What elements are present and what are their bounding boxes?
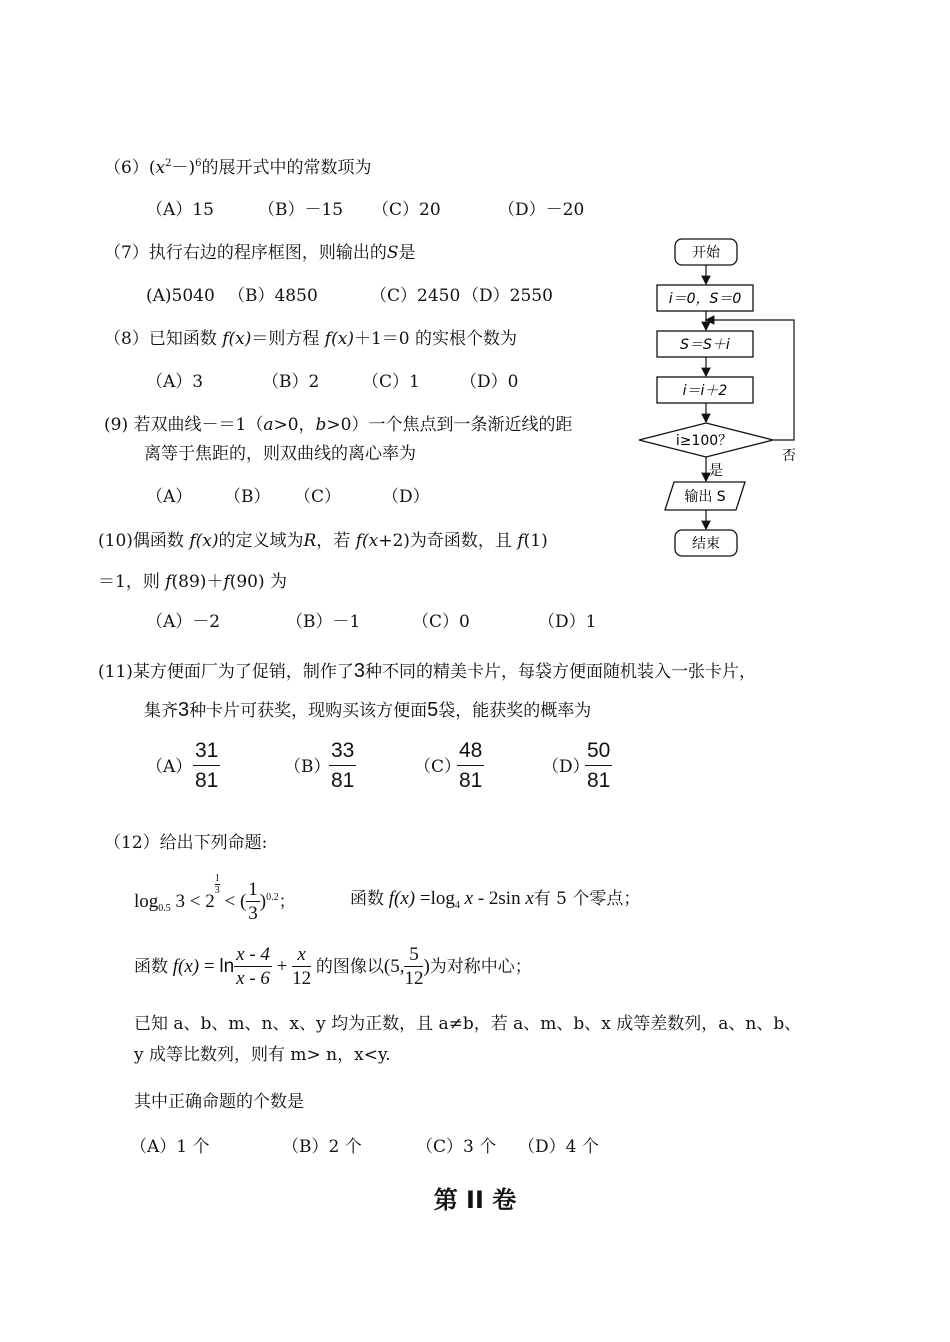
- section-heading: 第 II 卷: [433, 1186, 517, 1214]
- q8-option-d: （D）0: [460, 372, 519, 392]
- p2-eq: =: [419, 888, 431, 909]
- q9-stem-line2: 离等于焦距的，则双曲线的离心率为: [144, 444, 416, 464]
- q10-x2: (x: [361, 531, 379, 551]
- q11-number: (11): [98, 662, 133, 682]
- q10-stem: [98, 530, 548, 552]
- p1-exponent-fraction: [215, 873, 220, 896]
- flow-yes-label: 是: [709, 463, 723, 479]
- q12-option-d: （D）4 个: [518, 1137, 599, 1157]
- q11-text-2: 种不同的精美卡片，每袋方便面随机装入一张卡片，: [365, 662, 757, 682]
- q8-stem: [104, 328, 517, 350]
- q7-option-a: (A)5040: [146, 286, 215, 306]
- p3-frac1-den: x - 6: [236, 968, 270, 989]
- p3-pre: 函数: [134, 956, 168, 977]
- q7-text: 执行右边的程序框图，则输出的: [148, 243, 387, 263]
- q10-90: (90): [229, 572, 265, 592]
- p3-frac3-den: 12: [404, 968, 424, 989]
- p1-exp-02: 0.2: [266, 892, 279, 903]
- q7-var: S: [386, 243, 399, 263]
- q9-option-a: （A）: [146, 487, 193, 507]
- p2-xv: x: [464, 888, 474, 909]
- q9-option-c: （C）: [294, 487, 342, 507]
- q11-option-c-label: （C）: [414, 757, 462, 777]
- q11-num-5: 5: [427, 699, 439, 721]
- q9-option-b: （B）: [224, 487, 271, 507]
- q9-text: 若双曲线－＝1（: [133, 415, 264, 435]
- p1-lt1: <: [189, 891, 201, 912]
- q11-option-a-label: （A）: [146, 757, 193, 777]
- q10-text-2: 的定义域为: [218, 531, 304, 551]
- p1-exp-den: 3: [214, 885, 220, 896]
- q9-a: a: [263, 415, 274, 435]
- p2-minus: -: [477, 888, 485, 909]
- q11-a-den: 81: [195, 769, 219, 792]
- q9-gt1: >0，: [273, 415, 316, 435]
- q7-number: （7）: [104, 243, 149, 263]
- q7-option-b: （B）4850: [228, 286, 318, 306]
- p3-frac2-num: x: [292, 944, 311, 967]
- p1-fraction: [246, 879, 260, 926]
- p3-ln: ln: [219, 955, 235, 977]
- q11-d-den: 81: [587, 769, 611, 792]
- q10-number: (10): [98, 531, 133, 551]
- q10-option-a: （A）－2: [146, 612, 221, 632]
- p3-fraction-3: [404, 944, 423, 991]
- q10-f2: f: [355, 531, 362, 551]
- p3-mid: 的图像以: [315, 956, 384, 977]
- p1-exp-num: 1: [214, 873, 220, 884]
- q12-stem: [104, 832, 267, 854]
- q10-stem-line2: [98, 571, 287, 593]
- q11-c-den: 81: [459, 769, 483, 792]
- q10-plus: ＋: [206, 572, 224, 592]
- q12-option-a: （A）1 个: [130, 1137, 210, 1157]
- q12-proposition-3: [134, 944, 532, 991]
- q11-line2-text-2: 种卡片可获奖，现购买该方便面: [189, 701, 428, 721]
- p2-log: log: [430, 888, 455, 909]
- q11-text: 某方便面厂为了促销，制作了: [132, 662, 354, 682]
- p1-frac-num: 1: [248, 879, 258, 901]
- p2-post: 有 5 个零点；: [533, 889, 641, 909]
- q11-b-num: 33: [329, 737, 356, 766]
- p2-pre: 函数: [350, 889, 384, 909]
- p1-frac-den: 3: [248, 903, 258, 925]
- q10-line2-text: ＝1，则: [98, 572, 160, 592]
- q12-question: 其中正确命题的个数是: [134, 1092, 304, 1112]
- q10-R: R: [303, 531, 317, 551]
- q11-b-den: 81: [331, 769, 355, 792]
- flow-output-label: 输出 S: [684, 489, 726, 505]
- p3-lparen: (: [383, 955, 391, 977]
- q11-a-num: 31: [193, 737, 220, 766]
- p3-eq: =: [203, 955, 215, 977]
- q11-line2-text-3: 袋，能获奖的概率为: [438, 701, 592, 721]
- q10-f3: f: [517, 531, 524, 551]
- q8-x: (x): [228, 329, 252, 349]
- q12-option-b: （B）2 个: [282, 1137, 362, 1157]
- q6-option-b: （B）－15: [258, 200, 344, 220]
- p1-rparen: ): [259, 891, 267, 912]
- p1-arg: 3: [175, 891, 186, 912]
- q11-option-d-fraction: [585, 737, 612, 796]
- q10-text-3: ，若: [316, 531, 351, 551]
- p2-x: (x): [394, 888, 416, 909]
- q7-stem: [104, 242, 415, 264]
- q10-one: (1): [523, 531, 548, 551]
- q11-option-b-fraction: [329, 737, 356, 796]
- q11-option-d-label: （D）: [542, 757, 590, 777]
- q12-proposition-4-line2: y 成等比数列，则有 m> n，x<y.: [134, 1045, 391, 1065]
- p2-f: f: [388, 888, 395, 909]
- q8-f: f: [222, 329, 229, 349]
- q10-text-4: 为奇函数，且: [409, 531, 512, 551]
- q8-f2: f: [324, 329, 332, 349]
- q6-paren-close: ): [188, 158, 196, 178]
- program-flowchart: [630, 232, 830, 562]
- q6-minus: －: [171, 158, 189, 178]
- q10-f5: f: [223, 572, 230, 592]
- p2-sin: sin: [498, 888, 521, 909]
- q11-c-num: 48: [457, 737, 484, 766]
- q8-text: 已知函数: [148, 329, 217, 349]
- q7-option-c: （C）2450: [370, 286, 461, 306]
- q6-stem: [104, 157, 371, 179]
- q8-text-2: ＝则方程: [251, 329, 320, 349]
- flow-end-label: 结束: [692, 536, 720, 552]
- q9-b: b: [315, 415, 327, 435]
- p3-plus: +: [276, 955, 288, 977]
- q6-rest: 的展开式中的常数项为: [201, 158, 372, 178]
- q10-line2-end: 为: [264, 572, 288, 592]
- flow-start-label: 开始: [692, 245, 720, 261]
- p3-frac2-den: 12: [292, 968, 312, 989]
- q12-proposition-2: [350, 884, 640, 910]
- q7-text-end: 是: [398, 243, 416, 263]
- q6-option-a: （A）15: [146, 200, 214, 220]
- q8-option-a: （A）3: [146, 372, 204, 392]
- q12-number: （12）: [104, 833, 160, 853]
- q10-option-c: （C）0: [412, 612, 470, 632]
- flow-init-label: i＝0，S＝0: [668, 291, 742, 307]
- p1-two: 2: [205, 891, 215, 912]
- q6-paren: (: [148, 158, 156, 178]
- q11-num-3: 3: [353, 660, 366, 682]
- q9-text-2: >0）一个焦点到一条渐近线的距: [326, 415, 573, 435]
- q10-option-d: （D）1: [538, 612, 597, 632]
- q11-option-a-fraction: [193, 737, 220, 796]
- q12-proposition-4-line1: 已知 a、b、m、n、x、y 均为正数，且 a≠b，若 a、m、b、x 成等差数列，a、n、b、: [134, 1014, 802, 1034]
- q9-number: (9): [104, 415, 129, 435]
- q10-f4: f: [165, 572, 172, 592]
- q9-option-d: （D）: [382, 487, 430, 507]
- q12-proposition-1: [134, 873, 296, 926]
- flow-increment-label: i＝i＋2: [682, 383, 728, 399]
- q10-option-b: （B）－1: [286, 612, 361, 632]
- p3-rparen: ): [423, 955, 430, 977]
- q6-option-d: （D）－20: [498, 200, 585, 220]
- p1-lt2: <: [224, 891, 236, 912]
- flow-no-label: 否: [782, 448, 796, 464]
- p3-x: (x): [178, 955, 200, 977]
- flow-decision-label: i≥100？: [675, 433, 733, 449]
- p3-five: 5,: [390, 955, 405, 977]
- q8-number: （8）: [104, 329, 149, 349]
- p3-post: 为对称中心；: [429, 956, 532, 977]
- q8-option-b: （B）2: [262, 372, 320, 392]
- q11-stem-line2: [144, 699, 591, 722]
- q8-text-3: ＋1＝0 的实根个数为: [353, 329, 517, 349]
- p1-lparen: (: [239, 891, 247, 912]
- q8-option-c: （C）1: [362, 372, 420, 392]
- q6-var: x: [155, 158, 166, 178]
- p2-two: 2: [488, 888, 499, 909]
- q6-number: （6）: [104, 158, 149, 178]
- q10-89: (89): [171, 572, 207, 592]
- q9-stem: [104, 414, 572, 436]
- q11-option-b-label: （B）: [284, 757, 331, 777]
- p3-fraction-2: [292, 944, 311, 991]
- p3-frac3-num: 5: [404, 944, 423, 967]
- q10-f: f: [189, 531, 196, 551]
- q10-text: 偶函数: [132, 531, 184, 551]
- p3-f: f: [172, 955, 179, 977]
- flow-sum-label: S＝S＋i: [680, 337, 730, 353]
- p1-semicolon: ；: [278, 892, 296, 911]
- q11-option-c-fraction: [457, 737, 484, 796]
- q6-exp2: 2: [165, 158, 172, 169]
- q11-num-3b: 3: [178, 699, 190, 721]
- q10-x: (x): [195, 531, 219, 551]
- p2-xs: x: [525, 888, 534, 909]
- q10-plus2: +2): [378, 531, 410, 551]
- q7-option-d: （D）2550: [462, 286, 553, 306]
- q12-text: 给出下列命题:: [159, 833, 268, 853]
- p2-log-base: 4: [454, 900, 460, 911]
- p3-frac1-num: x - 4: [236, 944, 270, 965]
- q11-stem: [98, 660, 756, 683]
- q6-option-c: （C）20: [372, 200, 441, 220]
- q12-option-c: （C）3 个: [416, 1137, 497, 1157]
- q11-d-num: 50: [585, 737, 612, 766]
- q6-exp6: 6: [195, 158, 202, 169]
- q8-x2: (x): [331, 329, 354, 349]
- p1-log: log: [134, 891, 159, 912]
- q11-line2-text: 集齐: [144, 701, 178, 721]
- p3-fraction-1: [234, 944, 272, 991]
- p1-log-base: 0.5: [158, 903, 171, 914]
